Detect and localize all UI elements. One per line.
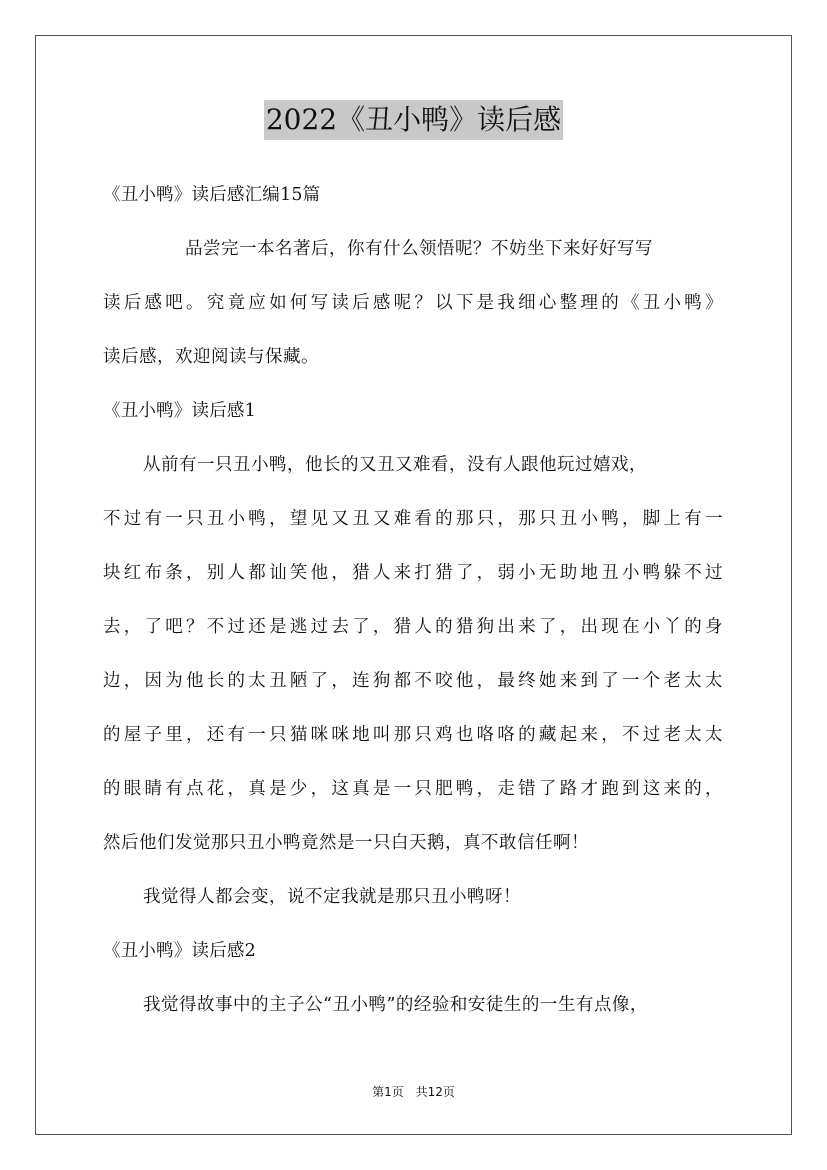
page-number: 第1页	[372, 1085, 404, 1099]
section1-heading: 《丑小鸭》读后感1	[103, 401, 256, 421]
section1-closing: 我觉得人都会变，说不定我就是那只丑小鸭呀！	[143, 887, 521, 907]
section1-line-3: 块红布条，别人都讪笑他，猎人来打猎了，弱小无助地丑小鸭躲不过	[103, 563, 723, 583]
section1-line-4: 去，了吧？不过还是逃过去了，猎人的猎狗出来了，出现在小丫的身	[103, 617, 723, 637]
section1-line-5: 边，因为他长的太丑陋了，连狗都不咬他，最终她来到了一个老太太	[103, 671, 723, 691]
section1-line-7: 的眼睛有点花，真是少，这真是一只肥鸭，走错了路才跑到这来的，	[103, 779, 723, 799]
section2-line-1: 我觉得故事中的主子公“丑小鸭”的经验和安徒生的一生有点像，	[143, 995, 648, 1015]
section1-line-8: 然后他们发觉那只丑小鸭竟然是一只白天鹅，真不敢信任啊！	[103, 833, 589, 853]
section1-line-2: 不过有一只丑小鸭，望见又丑又难看的那只，那只丑小鸭，脚上有一	[103, 509, 723, 529]
page-total: 共12页	[415, 1085, 455, 1099]
section2-heading: 《丑小鸭》读后感2	[103, 941, 256, 961]
document-title: 2022《丑小鸭》读后感	[264, 100, 563, 140]
section1-line-6: 的屋子里，还有一只猫咪咪地叫那只鸡也咯咯的藏起来，不过老太太	[103, 725, 723, 745]
intro-line-3: 读后感，欢迎阅读与保藏。	[103, 347, 319, 367]
section1-line-1: 从前有一只丑小鸭，他长的又丑又难看，没有人跟他玩过嬉戏，	[143, 455, 647, 475]
document-subtitle: 《丑小鸭》读后感汇编15篇	[103, 185, 321, 205]
intro-line-1: 品尝完一本名著后，你有什么领悟呢？不妨坐下来好好写写	[185, 239, 653, 259]
intro-line-2: 读后感吧。究竟应如何写读后感呢？以下是我细心整理的《丑小鸭》	[103, 293, 723, 313]
title-container	[0, 100, 827, 140]
page-footer	[0, 1083, 827, 1100]
